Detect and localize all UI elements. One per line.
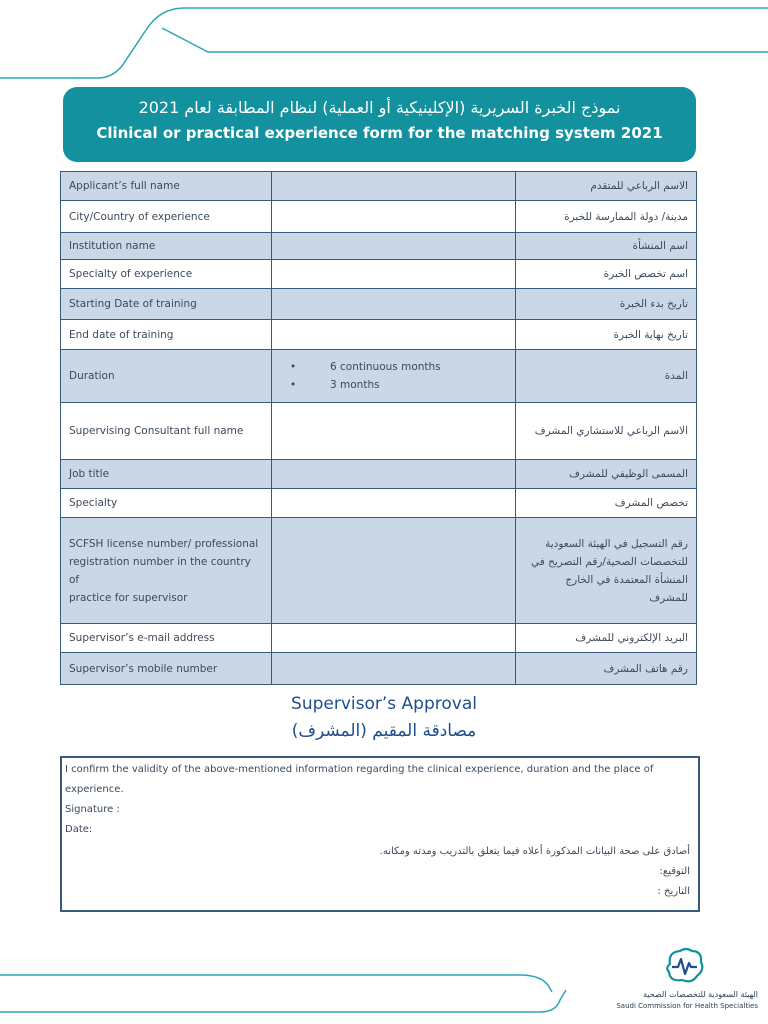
supervisor-specialty-field[interactable] (272, 489, 516, 518)
field-label-ar: مدينة/ دولة الممارسة للخبرة (516, 201, 697, 233)
approval-title-arabic: مصادقة المقيم (المشرف) (291, 721, 477, 741)
field-label-en: Specialty of experience (61, 260, 272, 289)
field-label-en: Applicant’s full name (61, 172, 272, 201)
field-label-ar: اسم تخصص الخبرة (516, 260, 697, 289)
field-label-en: City/Country of experience (61, 201, 272, 233)
form-row-start-date (61, 289, 697, 320)
license-number-field[interactable] (272, 518, 516, 624)
field-label-ar: المدة (516, 350, 697, 403)
license-label-line-ar: للتخصصات الصحية/رقم التصريح في (531, 555, 688, 568)
confirmation-box (60, 756, 700, 912)
form-row-end-date (61, 320, 697, 350)
license-label-line-ar: المنشأة المعتمدة في الخارج للمشرف (565, 573, 688, 604)
confirmation-statement-en: I confirm the validity of the above-mentioned information regarding the clinical experience, duration and the place of (65, 764, 654, 775)
duration-option-3-months[interactable]: • 3 months (290, 376, 507, 394)
license-label-line: SCFSH license number/ professional (69, 537, 259, 550)
start-date-field[interactable] (272, 289, 516, 320)
field-label-ar: تاريخ بدء الخبرة (516, 289, 697, 320)
duration-field[interactable] (272, 350, 516, 403)
form-row-supervisor-name (61, 403, 697, 460)
field-label-en: Specialty (61, 489, 272, 518)
form-row-supervisor-specialty (61, 489, 697, 518)
field-label-en: Job title (61, 460, 272, 489)
field-label-ar: تخصص المشرف (516, 489, 697, 518)
field-label-en: Duration (61, 350, 272, 403)
field-label-en (61, 518, 272, 624)
license-label-line: practice for supervisor (69, 591, 188, 604)
end-date-field[interactable] (272, 320, 516, 350)
field-label-en: Institution name (61, 233, 272, 260)
form-row-duration (61, 350, 697, 403)
form-row-job-title (61, 460, 697, 489)
form-row-applicant-name (61, 172, 697, 201)
date-label-ar[interactable]: التاريخ : (657, 886, 690, 897)
field-label-ar: رقم هاتف المشرف (516, 653, 697, 685)
form-row-license-number (61, 518, 697, 624)
experience-form-table (60, 171, 697, 685)
field-label-ar: المسمى الوظيفي للمشرف (516, 460, 697, 489)
field-label-ar: اسم المنشأة (516, 233, 697, 260)
scfhs-emblem-icon (662, 946, 706, 986)
license-label-line: registration number in the country of (69, 555, 251, 586)
supervisor-mobile-field[interactable] (272, 653, 516, 685)
logo-name-arabic: الهيئة السعودية للتخصصات الصحية (643, 990, 758, 999)
field-label-ar (516, 518, 697, 624)
field-label-en: End date of training (61, 320, 272, 350)
signature-label-ar[interactable]: التوقيع: (659, 866, 690, 877)
signature-label-en[interactable]: Signature : (65, 804, 120, 815)
approval-title-english: Supervisor’s Approval (291, 694, 477, 714)
form-title-banner (63, 87, 696, 162)
supervisor-email-field[interactable] (272, 624, 516, 653)
field-label-en: Supervisor’s mobile number (61, 653, 272, 685)
duration-options (280, 358, 507, 394)
form-title-arabic: نموذج الخبرة السريرية (الإكلينيكية أو العملية) لنظام المطابقة لعام 2021 (138, 98, 621, 117)
field-label-en: Supervisor’s e-mail address (61, 624, 272, 653)
form-row-city-country (61, 201, 697, 233)
field-label-en: Supervising Consultant full name (61, 403, 272, 460)
job-title-field[interactable] (272, 460, 516, 489)
supervisor-name-field[interactable] (272, 403, 516, 460)
logo-name-english: Saudi Commission for Health Specialties (616, 1002, 758, 1010)
field-label-ar: الاسم الرباعي للاستشاري المشرف (516, 403, 697, 460)
form-row-supervisor-mobile (61, 653, 697, 685)
form-row-specialty-of-experience (61, 260, 697, 289)
field-label-ar: تاريخ نهاية الخبرة (516, 320, 697, 350)
confirmation-statement-en-cont: experience. (65, 784, 124, 795)
form-title-english: Clinical or practical experience form for the matching system 2021 (96, 124, 663, 142)
confirmation-statement-ar: أصادق على صحة البيانات المذكورة أعلاه فيما يتعلق بالتدريب ومدته ومكانه. (379, 846, 690, 857)
scfhs-logo (616, 946, 758, 1016)
field-label-ar: الاسم الرباعي للمتقدم (516, 172, 697, 201)
applicant-name-field[interactable] (272, 172, 516, 201)
field-label-ar: البريد الإلكتروني للمشرف (516, 624, 697, 653)
form-row-institution (61, 233, 697, 260)
city-country-field[interactable] (272, 201, 516, 233)
supervisor-approval-heading (0, 693, 768, 743)
date-label-en[interactable]: Date: (65, 824, 93, 835)
institution-field[interactable] (272, 233, 516, 260)
license-label-line-ar: رقم التسجيل في الهيئة السعودية (545, 537, 688, 550)
duration-option-6-months[interactable]: • 6 continuous months (290, 358, 507, 376)
specialty-of-experience-field[interactable] (272, 260, 516, 289)
field-label-en: Starting Date of training (61, 289, 272, 320)
form-row-supervisor-email (61, 624, 697, 653)
